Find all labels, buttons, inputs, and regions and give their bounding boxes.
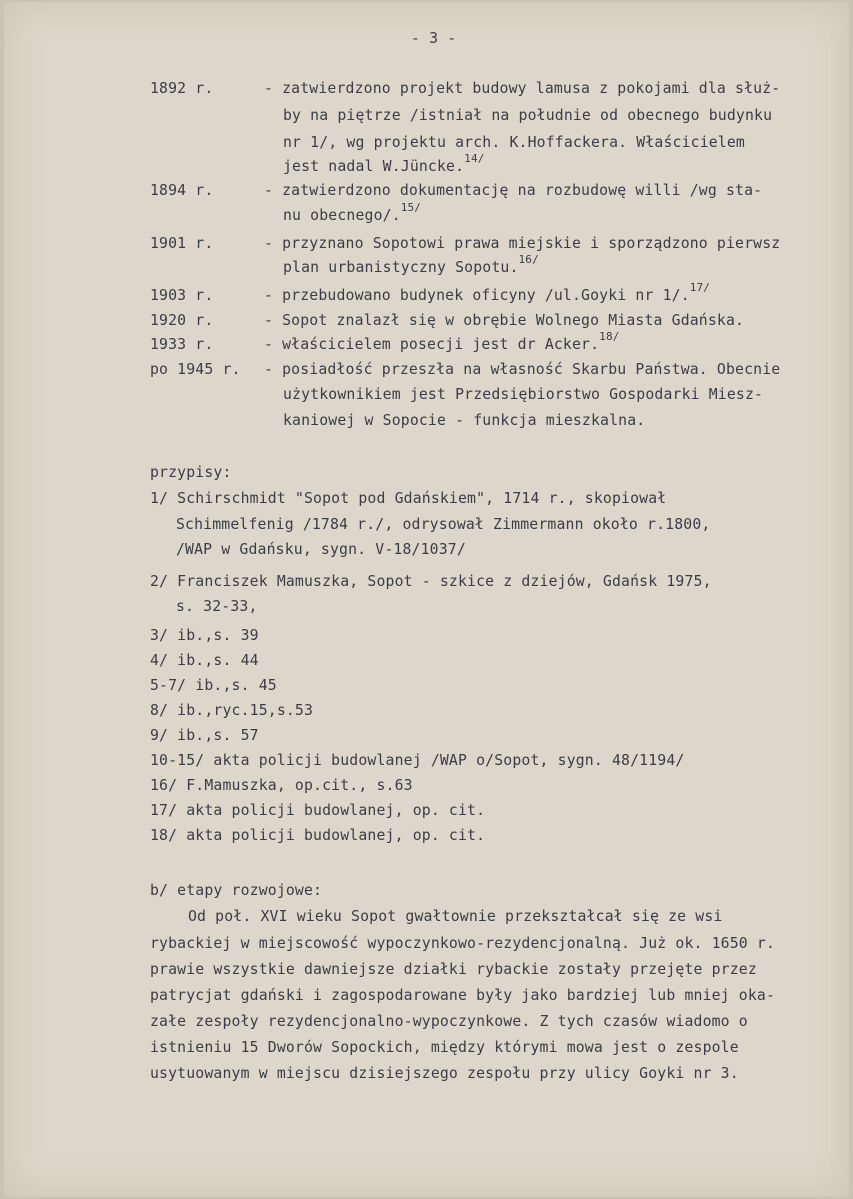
footnote-reference: 17/ [689, 281, 711, 294]
entry-year: 1920 r. [150, 312, 214, 329]
footnote: 16/ F.Mamuszka, op.cit., s.63 [150, 777, 413, 794]
footnote: 3/ ib.,s. 39 [150, 627, 259, 644]
paragraph-line: załe zespoły rezydencjonalno-wypoczynkowe. Z tych czasów wiadomo o [150, 1013, 748, 1030]
entry-line [283, 152, 485, 175]
paragraph-line: istnieniu 15 Dworów Sopockich, między którymi mowa jest o zespole [150, 1039, 739, 1056]
entry-line [283, 201, 422, 224]
entry-line [264, 330, 620, 353]
footnote-line: Schimmelfenig /1784 r./, odrysował Zimmermann około r.1800, [176, 516, 711, 533]
entry-year: po 1945 r. [150, 361, 241, 378]
entry-line [283, 253, 539, 276]
entry-line-text: plan urbanistyczny Sopotu. [283, 259, 519, 276]
entry-line: by na piętrze /istniał na południe od obecnego budynku [283, 107, 773, 124]
entry-line: - posiadłość przeszła na własność Skarbu Państwa. Obecnie [264, 361, 781, 378]
entry-line-text: - właścicielem posecji jest dr Acker. [264, 336, 600, 353]
entry-line: - przyznano Sopotowi prawa miejskie i sporządzono pierwsz [264, 235, 781, 252]
paragraph-line: Od poł. XVI wieku Sopot gwałtownie przekształcał się ze wsi [188, 908, 723, 925]
footnote-line: s. 32-33, [176, 598, 258, 615]
entry-line: nr 1/, wg projektu arch. K.Hoffackera. Właścicielem [283, 134, 745, 151]
entry-line-text: jest nadal W.Jüncke. [283, 158, 465, 175]
entry-line-text: nu obecnego/. [283, 207, 401, 224]
footnote-line: 2/ Franciszek Mamuszka, Sopot - szkice z dziejów, Gdańsk 1975, [150, 573, 712, 590]
entry-line: użytkownikiem jest Przedsiębiorstwo Gospodarki Miesz- [283, 386, 764, 403]
entry-year: 1892 r. [150, 80, 214, 97]
footnote: 8/ ib.,ryc.15,s.53 [150, 702, 314, 719]
footnote-reference: 18/ [599, 330, 620, 343]
paragraph-line: rybackiej w miejscowość wypoczynkowo-rezydencjonalną. Już ok. 1650 r. [150, 935, 776, 952]
entry-year: 1903 r. [150, 287, 214, 304]
footnote: 18/ akta policji budowlanej, op. cit. [150, 827, 486, 844]
footnote-line: /WAP w Gdańsku, sygn. V-18/1037/ [176, 541, 466, 558]
entry-line: kaniowej w Sopocie - funkcja mieszkalna. [283, 412, 646, 429]
entry-line: - zatwierdzono dokumentację na rozbudowę willi /wg sta- [264, 182, 763, 199]
footnote: 17/ akta policji budowlanej, op. cit. [150, 802, 486, 819]
entry-line: - Sopot znalazł się w obrębie Wolnego Miasta Gdańska. [264, 312, 745, 329]
entry-line [264, 281, 711, 304]
footnote: 4/ ib.,s. 44 [150, 652, 259, 669]
footnote-line: 1/ Schirschmidt "Sopot pod Gdańskiem", 1714 r., skopiował [150, 490, 667, 507]
paragraph-line: usytuowanym w miejscu dzisiejszego zespołu przy ulicy Goyki nr 3. [150, 1065, 739, 1082]
entry-line: - zatwierdzono projekt budowy lamusa z pokojami dla służ- [264, 80, 781, 97]
entry-line-text: - przebudowano budynek oficyny /ul.Goyki nr 1/. [264, 287, 690, 304]
footnotes-heading: przypisy: [150, 464, 232, 481]
footnote: 9/ ib.,s. 57 [150, 727, 259, 744]
footnote: 10-15/ akta policji budowlanej /WAP o/Sopot, sygn. 48/1194/ [150, 752, 685, 769]
footnote: 5-7/ ib.,s. 45 [150, 677, 277, 694]
entry-year: 1901 r. [150, 235, 214, 252]
footnote-reference: 14/ [464, 152, 485, 165]
typewritten-page [4, 2, 849, 1197]
paragraph-line: prawie wszystkie dawniejsze działki rybackie zostały przejęte przez [150, 961, 757, 978]
footnote-reference: 15/ [400, 201, 422, 214]
entry-year: 1894 r. [150, 182, 214, 199]
entry-year: 1933 r. [150, 336, 214, 353]
paragraph-line: patrycjat gdański i zagospodarowane były jako bardziej lub mniej oka- [150, 987, 776, 1004]
footnote-reference: 16/ [518, 253, 539, 266]
section-heading: b/ etapy rozwojowe: [150, 882, 323, 899]
page-number: - 3 - [411, 30, 457, 47]
